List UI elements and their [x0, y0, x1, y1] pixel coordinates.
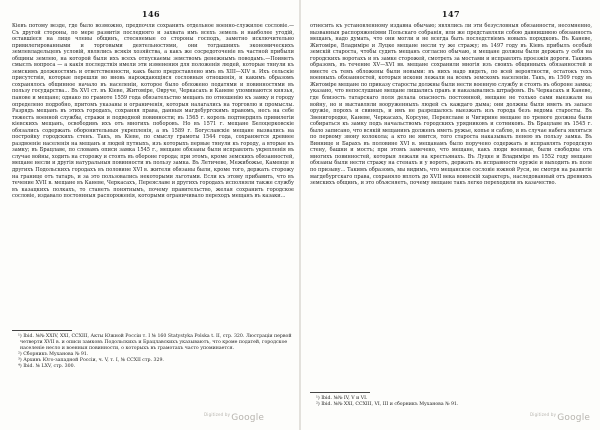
left-footnote: ³) Архивъ Юго-западной Россiи, ч. V, т. I, № CCXII стр. 329.	[18, 358, 164, 363]
watermark-text: Google	[231, 413, 265, 423]
google-watermark	[530, 412, 590, 423]
left-page	[6, 0, 296, 430]
page-gutter	[299, 0, 301, 430]
right-footnotes	[310, 396, 592, 408]
left-page-body-text: Кiевъ потому везде, где было возможно, предпочли сохранить отдельное военно-служилое сословiе.— Съ другой стороны, по мере развитiя последняго и захвата имъ всехъ земель и наиболее угодiй, оставшiеся на лице члены общинъ, стесняемые со стороны господъ, заметно исключительно привилегированными и торговыми деятельностями, они тогдашнихъ экономическихъ землевладельцевъ условiй, являлись всякiя хозяйства, а какъ же сосредоточенiе въ частной прибыли общины землею, на которой были ихъ всехъ отпускаемы земствомъ денежнымъ поводамъ.—Поиметъ смыслъ вопроса — а какiя последствiя имели эти изменения для положенiя людей, которые тянули къ земскимъ должностямъ и ответственности, какъ было предоставлено имъ въ XIII—XIV в. Ихъ сельскiе присутствiя, которые перешли во вновь нарождающiяся сословныя отношенiя, и какимъ образомъ сохранялось общинное начало въ населенiи, которое было обложено податями и повинностями въ пользу государства... Въ XVI ст. въ Кiеве, Житомiре, Овруче, Черкасахъ и Каневе упоминаются князья, панове и мещане; однако по грамоте 1559 года обязательство мещанъ по отношенiю къ замку и городу определено подробно, притомъ указаны и ограниченiя, которыя налагались на торговлю и промыслы. Разрядъ мещанъ въ этихъ городахъ, сохраняя права, данныя магдебургскимъ правомъ, несъ на себе тяжесть военной службы, стражи и подводной повинности; въ 1565 г. король подтвердилъ привилегiи кiевскихъ мещанъ, освободивъ ихъ отъ многихъ поборовъ. Но въ 1571 г. мещане Белоцерковскiе обязались содержать оборонительныя укрепленiя, а въ 1589 г. Богуславскiе мещане вызвались на постройку городскихъ стенъ. Такъ, въ Кiеве, по смыслу грамоты 1544 года, сохраняется древнее раздвоенiе населенiя на мещанъ и людей путныхъ, изъ которыхъ первые тянули къ городу, а вторые къ замку; въ Брацлаве, по словамъ описи замка 1545 г., мещане обязаны были исправлять укрепленiя въ случае войны, ходить на сторожу и стоять въ обороне города; при этомъ, кроме земскихъ обязанностей, мещане несли и другiя натуральныя повинности въ пользу замка. Въ Летичеве, Межибожье, Каменце и другихъ Подольскихъ городахъ въ половине XVI в. жители обязаны были, кроме того, держать сторожу на границе отъ татаръ, и за это пользовались некоторыми льготами. Если къ этому прибавить, что въ течение XVII в. мещане въ Каневе, Черкасахъ, Переяславе и другихъ городахъ исполняли также службу въ казацкихъ полкахъ, то станетъ понятнымъ, почему правительство, желая сохранить городское сословiе, издавало постоянныя распоряженiя, которыми ограничивало переходъ мещанъ въ казаки...	[12, 23, 294, 200]
right-footnote: ²) Ibid. №№ XXI, CCXIII, VI, III и сборникъ Муханова № 91.	[316, 402, 459, 407]
left-page-number: 146	[141, 9, 161, 19]
left-footnote: ¹) Ibid. №№ XXIV, XXI, CCXIII, Акты Южной Россiи т. I № 160 Statystyka Polska t. II, стр. 320. Люстрацiи первой четверти XVII в. и описи замковъ Подольскихъ и Брацлавскихъ указываютъ, что кроме податей, городское населенiе несло и военныя повинности, о которыхъ въ грамотахъ часто упоминается.	[18, 334, 292, 351]
left-footnote: ⁴) Ibid. № LXV, стр. 300.	[18, 364, 76, 369]
right-footnote-rule	[310, 392, 370, 393]
right-page	[306, 0, 596, 430]
watermark-prefix: Digitized by	[530, 412, 557, 417]
right-page-body-text: отнесить къ установленному издавна обычаю; являлись ли эти безусловныя обязанности, несомненно, вызванныя распоряженiями Польскаго собранiя, или же представляли собою давнишнюю обязанность мещанъ, надо думать, что они могли и не всегда быть последствiемъ новыхъ порядковъ. Въ Каневе, Житомiре, Владимiре и Луцке мещане несли ту же стражу; въ 1497 году въ Кiевъ прибылъ особый земскiй староста, чтобы судить мещанъ согласно обычаю, и мещане должны были держать у себя на городскихъ воротахъ и въ замке сторожей, смотреть за мостами и исправлять проезжiя дороги. Такимъ образомъ, въ течение XV—XVI вв. мещане сохранили многiя изъ своихъ общинныхъ обязанностей и вместе съ темъ обложены были новыми: въ нихъ надо видеть, по всей вероятности, остатокъ техъ военныхъ обязанностей, которыя искони лежали на всемъ земскомъ населенiи. Такъ, въ 1509 году въ Житомiре мещане по приказу старосты должны были нести военную службу и стоять въ обороне замка; указано, что непослушные мещане лишались правъ и наказывались штрафомъ. Въ Черкасахъ и Каневе, где близость татарскаго поля делала опасность постоянной, мещане не только сами выезжали на войну, но и выставляли вооруженныхъ людей съ каждаго дыма; они должны были иметь въ запасе оружiе, порохъ и свинецъ, и имъ не разрешалось выезжать изъ города безъ ведома старосты. Въ Звенигородке, Каневе, Черкасахъ, Корсуне, Переяславе и Чигирине мещане по тревоге должны были собираться къ замку подъ начальствомъ городскихъ урядниковъ и сотниковъ. Въ Брацлаве въ 1545 г. было записано, что всякiй мещанинъ долженъ иметь ружье, копье и саблю, и въ случае набега являться по первому звону колокола; а кто не явится, того староста наказывалъ пенею въ пользу замка. Въ Виннице и Барахъ въ половине XVI в. мещанамъ было поручено содержать и исправлять городскую стену, башни и мостъ; при этомъ замечено, что мещане, какъ люди военные, были свободны отъ многихъ повинностей, которыя лежали на крестьянахъ. Въ Луцке и Владимiре въ 1552 году мещане обязаны были нести стражу на стенахъ и у воротъ, держать въ исправности оружiе и выходить въ поле по призыву... Такимъ образомъ, мы видимъ, что мещанское сословiе южной Руси, не смотря на развитiе магдебургскаго права, сохраняло вплоть до XVII века воинскiй характеръ, наследованный отъ древнихъ земскихъ общинъ, и это объясняетъ, почему мещане такъ легко переходили въ казачество.	[310, 23, 592, 187]
watermark-prefix: Digitized by	[204, 412, 231, 417]
google-watermark	[204, 412, 264, 423]
watermark-text: Google	[557, 413, 591, 423]
left-footnote: ²) Сборникъ Муханова № 91.	[18, 352, 89, 357]
left-footnote-rule	[12, 330, 72, 331]
right-footnote: ¹) Ibid. №№ IV, V и VI.	[316, 396, 368, 401]
right-page-number: 147	[441, 9, 461, 19]
left-footnotes	[12, 334, 294, 370]
